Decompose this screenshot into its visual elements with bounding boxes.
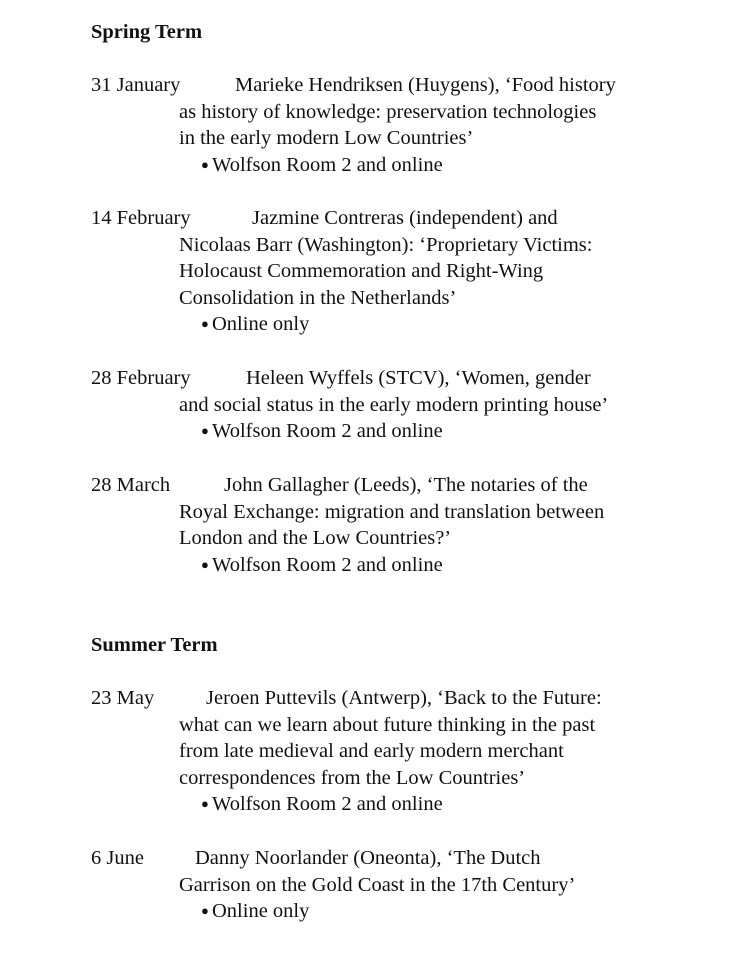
event-entry	[91, 845, 711, 925]
event-date: 31 January	[91, 74, 181, 96]
event-title-line: Marieke Hendriksen (Huygens), ‘Food history	[235, 74, 616, 96]
event-title-line: Danny Noorlander (Oneonta), ‘The Dutch	[195, 847, 541, 869]
event-title-line: what can we learn about future thinking in the past	[179, 713, 596, 736]
event-entry	[91, 205, 711, 338]
event-title-line: Garrison on the Gold Coast in the 17th Century’	[179, 873, 576, 896]
event-venue: Online only	[212, 900, 310, 923]
bullet-icon: ●	[201, 556, 209, 572]
event-date: 14 February	[91, 207, 191, 229]
bullet-icon: ●	[201, 423, 209, 439]
event-date: 23 May	[91, 687, 155, 709]
bullet-icon: ●	[201, 156, 209, 172]
event-venue: Wolfson Room 2 and online	[212, 420, 443, 443]
bullet-icon: ●	[201, 316, 209, 332]
event-entry	[91, 365, 711, 445]
event-date: 28 February	[91, 367, 191, 389]
event-venue: Wolfson Room 2 and online	[212, 553, 443, 576]
summer-term-heading: Summer Term	[91, 634, 218, 656]
event-title-line: Jeroen Puttevils (Antwerp), ‘Back to the Future:	[206, 687, 602, 709]
bullet-icon: ●	[201, 903, 209, 919]
event-venue: Wolfson Room 2 and online	[212, 153, 443, 176]
spring-term-heading: Spring Term	[91, 21, 203, 43]
event-title-line: correspondences from the Low Countries’	[179, 766, 526, 789]
event-venue: Wolfson Room 2 and online	[212, 793, 443, 816]
event-title-line: Consolidation in the Netherlands’	[179, 286, 457, 309]
event-date: 6 June	[91, 847, 144, 869]
event-title-line: Heleen Wyffels (STCV), ‘Women, gender	[246, 367, 591, 389]
event-title-line: from late medieval and early modern merchant	[179, 740, 564, 763]
event-date: 28 March	[91, 474, 171, 496]
event-title-line: as history of knowledge: preservation technologies	[179, 100, 597, 123]
event-title-line: Holocaust Commemoration and Right-Wing	[179, 260, 544, 283]
event-entry	[91, 72, 711, 178]
event-entry	[91, 685, 711, 818]
event-title-line: and social status in the early modern printing house’	[179, 393, 609, 416]
event-title-line: John Gallagher (Leeds), ‘The notaries of the	[224, 474, 588, 496]
event-title-line: in the early modern Low Countries’	[179, 127, 474, 150]
event-title-line: Royal Exchange: migration and translation between	[179, 500, 605, 523]
event-entry	[91, 472, 711, 578]
event-title-line: Nicolaas Barr (Washington): ‘Proprietary Victims:	[179, 233, 593, 256]
event-title-line: Jazmine Contreras (independent) and	[252, 207, 558, 229]
event-venue: Online only	[212, 313, 310, 336]
bullet-icon: ●	[201, 796, 209, 812]
event-title-line: London and the Low Countries?’	[179, 527, 452, 550]
